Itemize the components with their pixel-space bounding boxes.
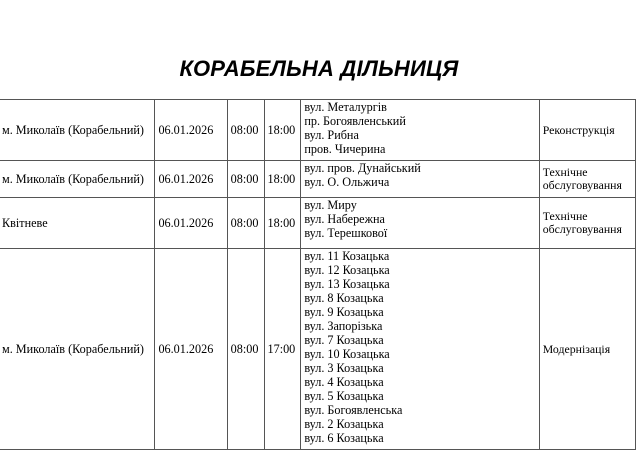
location-cell: м. Миколаїв (Корабельний): [0, 100, 155, 161]
location-cell: м. Миколаїв (Корабельний): [0, 249, 155, 450]
location-cell: Квітневе: [0, 198, 155, 249]
street-item: вул. Запорізька: [304, 319, 383, 333]
date-cell: 06.01.2026: [155, 249, 227, 450]
street-item: вул. 10 Козацька: [304, 347, 390, 361]
street-item: вул. Миру: [304, 198, 357, 212]
street-item: вул. 7 Козацька: [304, 333, 384, 347]
date-cell: 06.01.2026: [155, 161, 227, 198]
table-row: [0, 249, 636, 450]
work-type-cell: Модернізація: [539, 249, 635, 450]
end-time-cell: 17:00: [264, 249, 301, 450]
start-time-cell: 08:00: [227, 100, 264, 161]
street-item: вул. 4 Козацька: [304, 375, 384, 389]
street-item: вул. 6 Козацька: [304, 431, 384, 445]
street-item: вул. 9 Козацька: [304, 305, 384, 319]
start-time-cell: 08:00: [227, 198, 264, 249]
street-item: вул. Богоявленська: [304, 403, 403, 417]
work-type-cell: Реконструкція: [539, 100, 635, 161]
location-cell: м. Миколаїв (Корабельний): [0, 161, 155, 198]
street-item: вул. Рибна: [304, 128, 359, 142]
end-time-cell: 18:00: [264, 161, 301, 198]
street-item: вул. 11 Козацька: [304, 249, 390, 263]
start-time-cell: 08:00: [227, 249, 264, 450]
table-row: [0, 161, 636, 198]
street-item: вул. 12 Козацька: [304, 263, 390, 277]
date-cell: 06.01.2026: [155, 198, 227, 249]
street-item: вул. 5 Козацька: [304, 389, 384, 403]
streets-cell: [301, 161, 539, 198]
table-row: [0, 198, 636, 249]
outage-table: [0, 99, 636, 450]
date-cell: 06.01.2026: [155, 100, 227, 161]
table-row: [0, 100, 636, 161]
streets-cell: [301, 198, 539, 249]
street-item: вул. 3 Козацька: [304, 361, 384, 375]
street-item: вул. О. Ольжича: [304, 175, 390, 189]
street-item: вул. 13 Козацька: [304, 277, 390, 291]
street-item: пр. Богоявленський: [304, 114, 406, 128]
work-type-cell: Технічне обслуговування: [539, 161, 635, 198]
street-item: вул. 8 Козацька: [304, 291, 384, 305]
start-time-cell: 08:00: [227, 161, 264, 198]
street-item: вул. 2 Козацька: [304, 417, 384, 431]
street-item: вул. Терешкової: [304, 226, 388, 240]
streets-cell: [301, 100, 539, 161]
end-time-cell: 18:00: [264, 100, 301, 161]
work-type-cell: Технічне обслуговування: [539, 198, 635, 249]
street-item: вул. Набережна: [304, 212, 385, 226]
end-time-cell: 18:00: [264, 198, 301, 249]
street-item: вул. пров. Дунайський: [304, 161, 421, 175]
streets-cell: [301, 249, 539, 450]
page-title: КОРАБЕЛЬНА ДІЛЬНИЦЯ: [179, 56, 459, 81]
street-item: пров. Чичерина: [304, 142, 386, 156]
street-item: вул. Металургів: [304, 100, 387, 114]
